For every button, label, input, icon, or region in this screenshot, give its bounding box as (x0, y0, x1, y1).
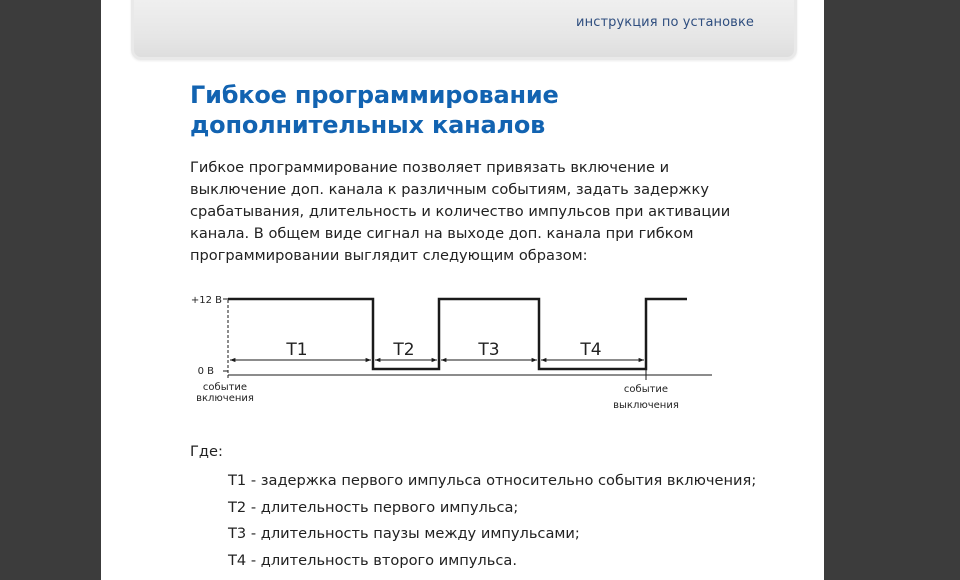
section-title-line-2: дополнительных каналов (190, 111, 546, 139)
interval-label-t4: T4 (580, 340, 602, 360)
definition-item (228, 468, 756, 495)
definition-item (228, 495, 756, 522)
intro-line-5: программировании выглядит следующим образом: (190, 247, 588, 264)
interval-label-t1: T1 (286, 340, 308, 360)
interval-label-t2: T2 (393, 340, 415, 360)
definitions-list (228, 468, 756, 574)
intro-line-4: канала. В общем виде сигнал на выходе доп. канала при гибком (190, 225, 694, 242)
definition-item (228, 548, 756, 575)
definition-text: - длительность второго импульса. (246, 551, 517, 569)
definition-text: - длительность первого импульса; (246, 498, 519, 516)
where-label: Где: (190, 443, 223, 460)
definition-text: - задержка первого импульса относительно события включения; (246, 472, 757, 489)
header-label: инструкция по установке (576, 15, 754, 30)
event-off-label-line-1: событие (623, 384, 669, 395)
definition-term: T4 (228, 551, 247, 569)
definition-text: - длительность паузы между импульсами; (246, 525, 580, 542)
event-on-label-line-2: включения (196, 393, 254, 404)
level-low-label: 0 В (197, 366, 214, 377)
document-page (101, 0, 824, 580)
definition-term: T2 (228, 498, 247, 516)
intro-line-2: выключение доп. канала к различным событиям, задать задержку (190, 181, 709, 198)
definition-term: T1 (228, 472, 247, 489)
interval-label-t3: T3 (478, 340, 500, 360)
definition-term: T3 (228, 525, 247, 542)
intro-line-1: Гибкое программирование позволяет привязать включение и (190, 159, 670, 176)
event-on-label-line-1: событие (202, 382, 248, 393)
intro-line-3: срабатывания, длительность и количество импульсов при активации (190, 203, 731, 220)
event-off-label-line-2: выключения (613, 400, 679, 411)
definition-item (228, 521, 756, 548)
section-title-line-1: Гибкое программирование (190, 81, 559, 109)
level-high-label: +12 В (190, 295, 222, 306)
